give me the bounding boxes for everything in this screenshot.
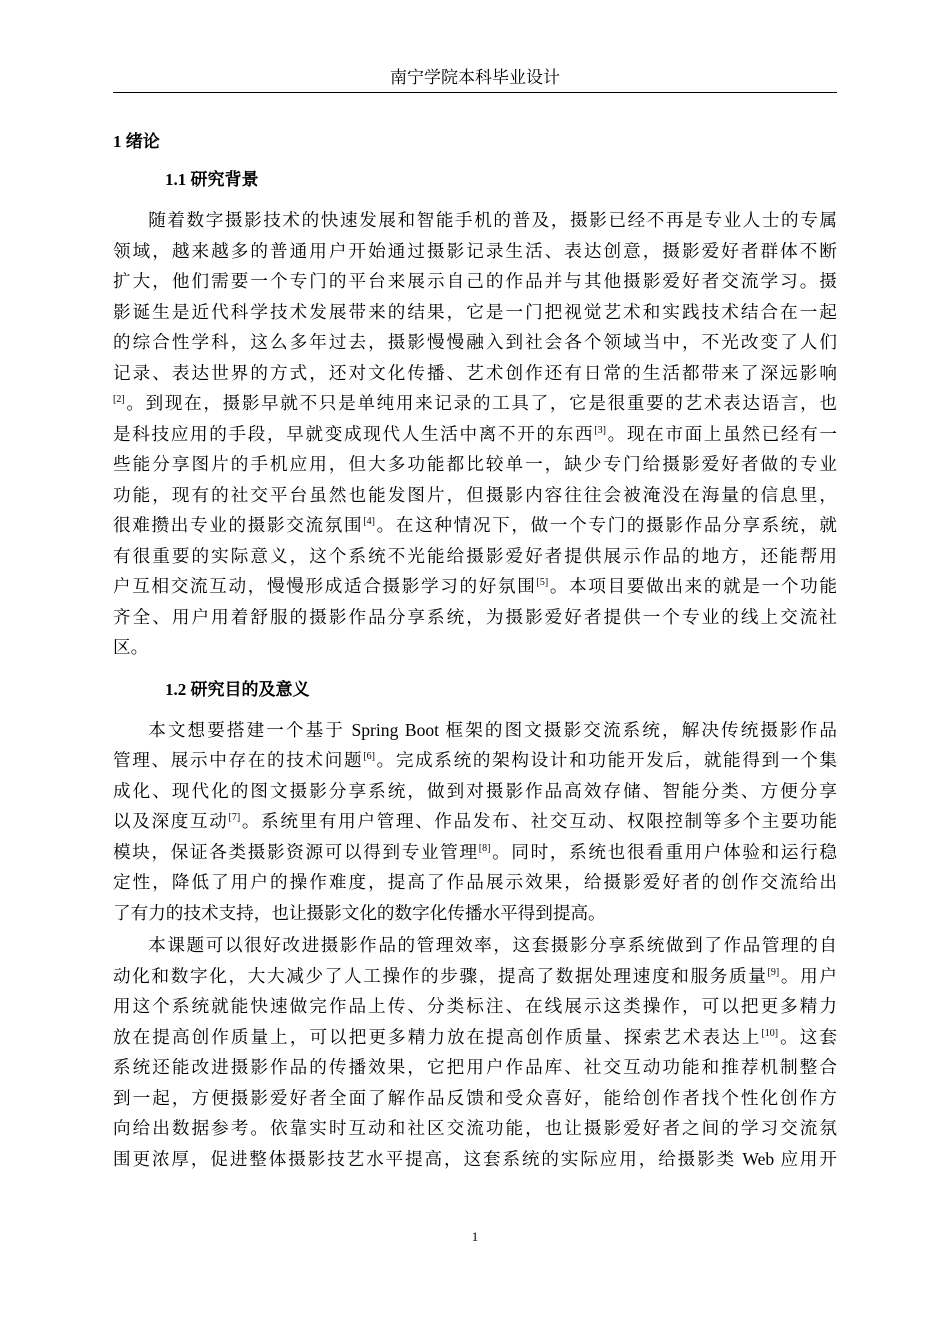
citation-ref: [3] xyxy=(594,424,606,436)
citation-ref: [2] xyxy=(113,394,125,405)
running-header: 南宁学院本科毕业设计 xyxy=(390,68,560,87)
text-line: [2]。到现在，摄影早就不只是单纯用来记录的工具了，它是很重要的艺术表达语言，也 xyxy=(113,393,837,413)
citation-ref: [6] xyxy=(363,751,375,762)
page-number: 1 xyxy=(471,1229,479,1244)
text-line: 以及深度互动[7]。系统里有用户管理、作品发布、社交互动、权限控制等多个主要功能 xyxy=(113,811,837,831)
paragraph-purpose-1 xyxy=(113,715,837,929)
text-line: 系统还能改进摄影作品的传播效果，它把用户作品库、社交互动功能和推荐机制整合 xyxy=(113,1057,837,1077)
paragraph-purpose-2 xyxy=(113,930,837,1174)
text-line: 定性，降低了用户的操作难度，提高了作品展示效果，给摄影爱好者的创作交流给出 xyxy=(113,872,837,892)
section-heading-purpose: 1.2 研究目的及意义 xyxy=(165,679,310,699)
text-line: 影诞生是近代科学技术发展带来的结果，它是一门把视觉艺术和实践技术结合在一起 xyxy=(113,301,837,322)
text-line: 齐全、用户用着舒服的摄影作品分享系统，为摄影爱好者提供一个专业的线上交流社 xyxy=(113,606,837,627)
text-line: 用这个系统就能快速做完作品上传、分类标注、在线展示这类操作，可以把更多精力 xyxy=(113,996,837,1016)
text-line: 扩大，他们需要一个专门的平台来展示自己的作品并与其他摄影爱好者交流学习。摄 xyxy=(113,271,837,291)
text-line: 本课题可以很好改进摄影作品的管理效率，这套摄影分享系统做到了作品管理的自 xyxy=(148,935,837,955)
text-line: 到一起，方便摄影爱好者全面了解作品反馈和受众喜好，能给创作者找个性化创作方 xyxy=(113,1087,837,1108)
text-line: 些能分享图片的手机应用，但大多功能都比较单一，缺少专门给摄影爱好者做的专业 xyxy=(113,454,837,474)
text-line: 有很重要的实际意义，这个系统不光能给摄影爱好者提供展示作品的地方，还能帮用 xyxy=(113,545,837,566)
text-line: 模块，保证各类摄影资源可以得到专业管理[8]。同时，系统也很看重用户体验和运行稳 xyxy=(113,841,837,862)
chapter-heading: 1 绪论 xyxy=(113,132,160,151)
document-body xyxy=(113,127,837,1174)
text-line: 领域，越来越多的普通用户开始通过摄影记录生活、表达创意，摄影爱好者群体不断 xyxy=(113,240,837,261)
text-line: 动化和数字化，大大减少了人工操作的步骤，提高了数据处理速度和服务质量[9]。用户 xyxy=(113,965,837,986)
text-line: 记录、表达世界的方式，还对文化传播、艺术创作还有日常的生活都带来了深远影响 xyxy=(113,362,837,383)
citation-ref: [7] xyxy=(228,812,241,823)
paragraph-background xyxy=(113,205,837,663)
text-line: 本文想要搭建一个基于 Spring Boot 框架的图文摄影交流系统，解决传统摄影作品 xyxy=(148,719,837,740)
citation-ref: [8] xyxy=(478,842,491,854)
text-line: 管理、展示中存在的技术问题[6]。完成系统的架构设计和功能开发后，就能得到一个集 xyxy=(113,750,837,770)
text-line: 向给出数据参考。依靠实时互动和社区交流功能，也让摄影爱好者之间的学习交流氛 xyxy=(113,1118,837,1138)
text-line: 了有力的技术支持，也让摄影文化的数字化传播水平得到提高。 xyxy=(113,902,606,923)
text-line: 成化、现代化的图文摄影分享系统，做到对摄影作品高效存储、智能分类、方便分享 xyxy=(113,780,837,801)
citation-ref: [5] xyxy=(536,577,549,588)
text-line: 的综合性学科，这么多年过去，摄影慢慢融入到社会各个领域当中，不光改变了人们 xyxy=(113,332,837,352)
header-rule xyxy=(113,92,837,93)
citation-ref: [10] xyxy=(761,1027,779,1039)
text-line: 是科技应用的手段，早就变成现代人生活中离不开的东西[3]。现在市面上虽然已经有一 xyxy=(113,423,837,444)
section-heading-background: 1.1 研究背景 xyxy=(165,170,259,189)
text-line: 放在提高创作质量上，可以把更多精力放在提高创作质量、探索艺术表达上[10]。这套 xyxy=(113,1026,837,1047)
citation-ref: [4] xyxy=(363,516,375,527)
text-line: 随着数字摄影技术的快速发展和智能手机的普及，摄影已经不再是专业人士的专属 xyxy=(148,210,837,230)
text-line: 围更浓厚，促进整体摄影技艺水平提高，这套系统的实际应用，给摄影类 Web 应用开 xyxy=(113,1148,837,1169)
text-line: 很难攒出专业的摄影交流氛围[4]。在这种情况下，做一个专门的摄影作品分享系统，就 xyxy=(113,515,837,535)
text-line: 户互相交流互动，慢慢形成适合摄影学习的好氛围[5]。本项目要做出来的就是一个功能 xyxy=(113,576,837,596)
text-line: 功能，现有的社交平台虽然也能发图片，但摄影内容往往会被淹没在海量的信息里， xyxy=(113,484,837,505)
citation-ref: [9] xyxy=(767,966,780,978)
text-line: 区。 xyxy=(113,637,149,657)
